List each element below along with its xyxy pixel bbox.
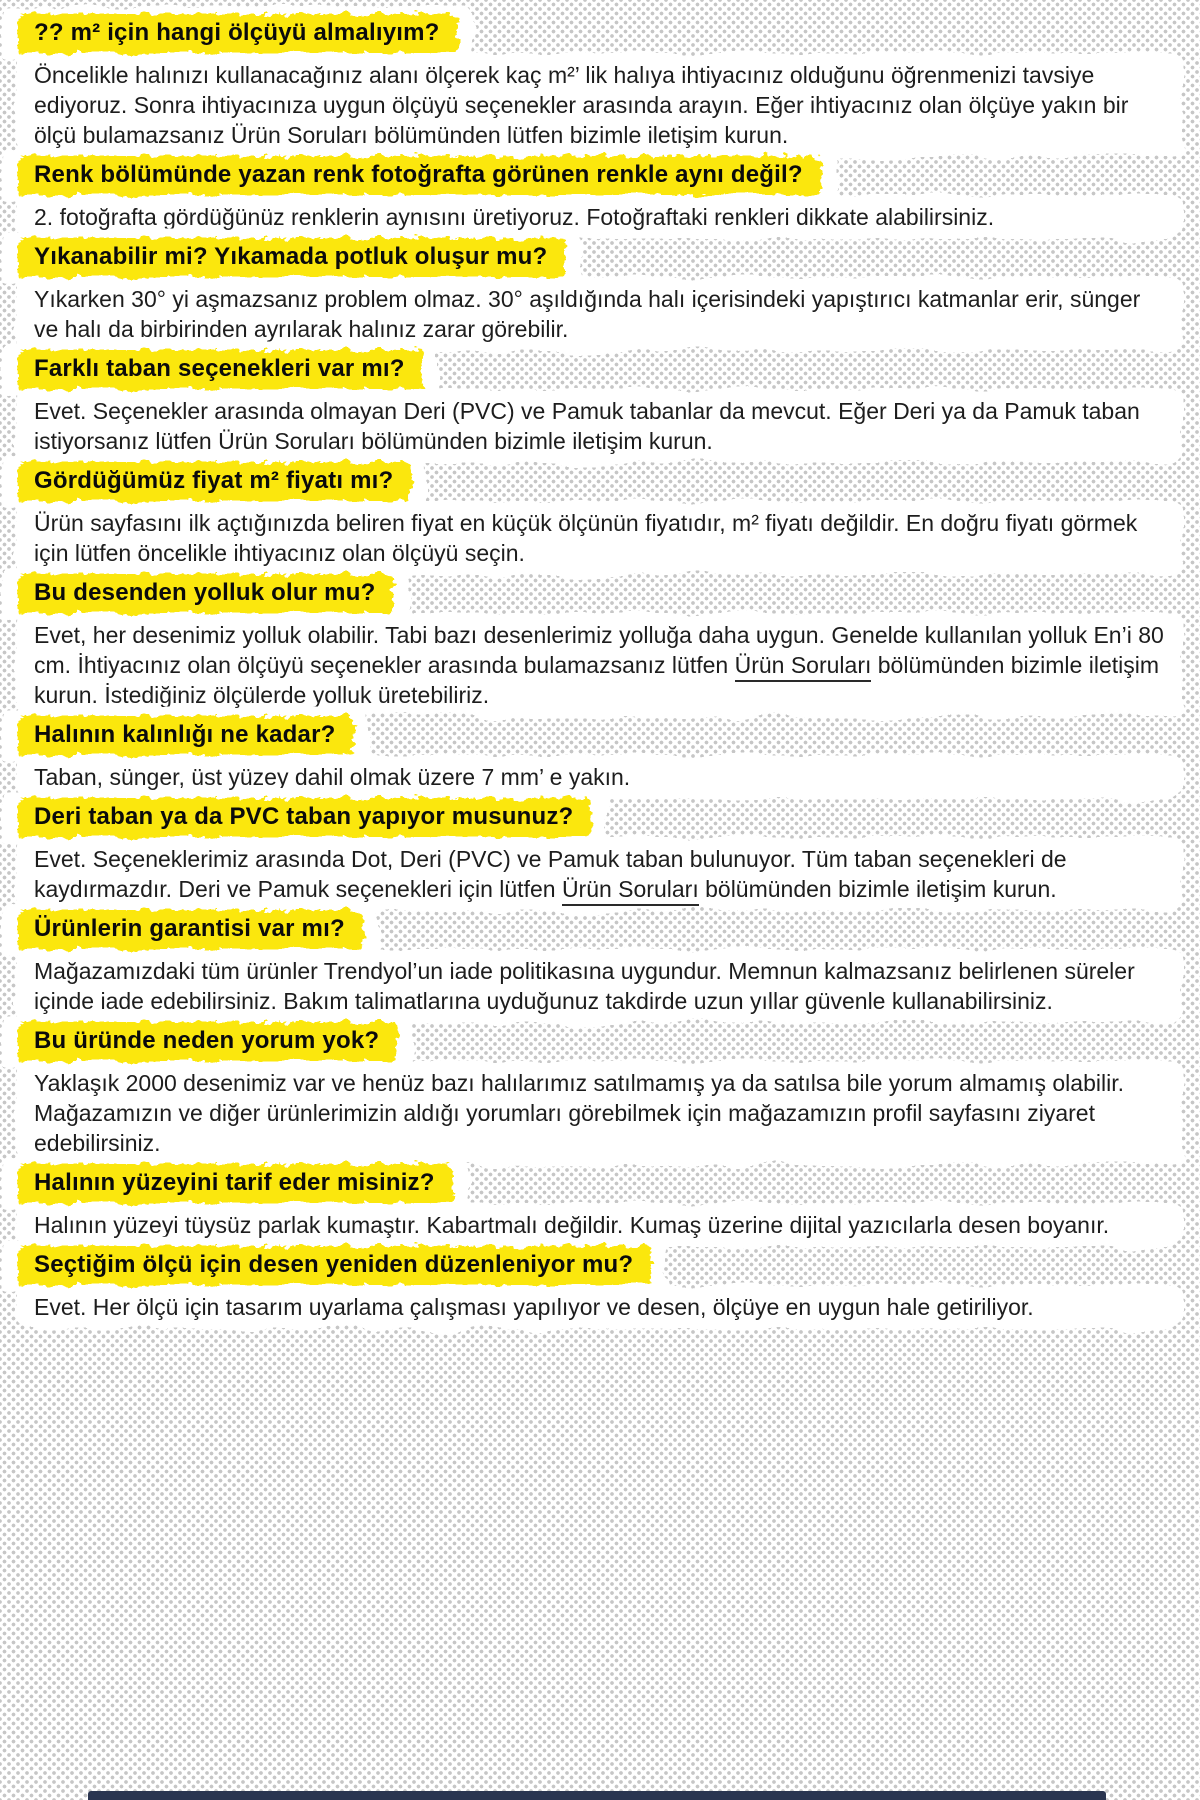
question-text: Bu üründe neden yorum yok? xyxy=(34,1027,380,1054)
underlined-phrase: Ürün Soruları xyxy=(562,876,699,906)
question-text: Seçtiğim ölçü için desen yeniden düzenleniyor mu? xyxy=(34,1251,634,1278)
question-highlight xyxy=(18,1164,453,1204)
underlined-phrase: Ürün Soruları xyxy=(735,652,872,682)
faq-item xyxy=(34,1164,1166,1240)
question-text: Renk bölümünde yazan renk fotoğrafta görünen renkle aynı değil? xyxy=(34,161,803,188)
question-text: Halının yüzeyini tarif eder misiniz? xyxy=(34,1169,435,1196)
question-text: Farklı taban seçenekleri var mı? xyxy=(34,355,405,382)
faq-answer: Evet, her desenimiz yolluk olabilir. Tabi bazı desenlerimiz yolluğa daha uygun. Genelde kullanılan yolluk En’i 80 cm. İhtiyacınız olan ölçüyü seçenekler arasında bulamazsanız lütfen Ürün Soruları bölümünden bizimle iletişim kurun. İstediğiniz ölçülerde yolluk üretebiliriz. xyxy=(34,620,1166,710)
faq-question xyxy=(18,14,1166,54)
faq-item xyxy=(34,350,1166,456)
faq-item xyxy=(34,910,1166,1016)
question-highlight xyxy=(18,910,363,950)
faq-question xyxy=(18,1022,1166,1062)
faq-question xyxy=(18,462,1166,502)
question-text: ?? m² için hangi ölçüyü almalıyım? xyxy=(34,19,440,46)
question-text: Ürünlerin garantisi var mı? xyxy=(34,915,345,942)
faq-item xyxy=(34,462,1166,568)
faq-answer: 2. fotoğrafta gördüğünüz renklerin aynısını üretiyoruz. Fotoğraftaki renkleri dikkate alabilirsiniz. xyxy=(34,202,1166,232)
question-highlight xyxy=(18,1246,651,1286)
faq-item xyxy=(34,716,1166,792)
question-highlight xyxy=(18,238,565,278)
faq-answer: Öncelikle halınızı kullanacağınız alanı ölçerek kaç m²’ lik halıya ihtiyacınız olduğunu öğrenmenizi tavsiye ediyoruz. Sonra ihtiyacınıza uygun ölçüyü seçenekler arasında arayın. Eğer ihtiyacınız olan ölçüye yakın bir ölçü bulamazsanız Ürün Soruları bölümünden lütfen bizimle iletişim kurun. xyxy=(34,60,1166,150)
faq-item xyxy=(34,1246,1166,1322)
question-text: Bu desenden yolluk olur mu? xyxy=(34,579,376,606)
faq-answer: Yıkarken 30° yi aşmazsanız problem olmaz. 30° aşıldığında halı içerisindeki yapıştırıcı katmanlar erir, sünger ve halı da birbirinden ayrılarak halınız zarar görebilir. xyxy=(34,284,1166,344)
faq-question xyxy=(18,238,1166,278)
faq-answer: Halının yüzeyi tüysüz parlak kumaştır. Kabartmalı değildir. Kumaş üzerine dijital yazıcılarla desen boyanır. xyxy=(34,1210,1166,1240)
faq-question xyxy=(18,350,1166,390)
underlined-phrase: 7 mm xyxy=(481,764,539,794)
faq-question xyxy=(18,716,1166,756)
faq-question xyxy=(18,1164,1166,1204)
question-highlight xyxy=(18,1022,397,1062)
faq-answer: Taban, sünger, üst yüzey dahil olmak üzere 7 mm’ e yakın. xyxy=(34,762,1166,792)
question-highlight xyxy=(18,462,411,502)
faq-answer: Mağazamızdaki tüm ürünler Trendyol’un iade politikasına uygundur. Memnun kalmazsanız belirlenen süreler içinde iade edebilirsiniz. Bakım talimatlarına uyduğunuz takdirde uzun yıllar güvenle kullanabilirsiniz. xyxy=(34,956,1166,1016)
faq-question xyxy=(18,798,1166,838)
question-text: Deri taban ya da PVC taban yapıyor musunuz? xyxy=(34,803,574,830)
faq-item xyxy=(34,574,1166,710)
faq-question xyxy=(18,156,1166,196)
footer-bar xyxy=(88,1791,1106,1800)
faq-answer: Ürün sayfasını ilk açtığınızda beliren fiyat en küçük ölçünün fiyatıdır, m² fiyatı değildir. En doğru fiyatı görmek için lütfen öncelikle ihtiyacınız olan ölçüyü seçin. xyxy=(34,508,1166,568)
faq-answer: Yaklaşık 2000 desenimiz var ve henüz bazı halılarımız satılmamış ya da satılsa bile yorum almamış olabilir. Mağazamızın ve diğer ürünlerimizin aldığı yorumları görebilmek için mağazamızın profil sayfasını ziyaret edebilirsiniz. xyxy=(34,1068,1166,1158)
faq-question xyxy=(18,910,1166,950)
faq-item xyxy=(34,14,1166,150)
faq-question xyxy=(18,1246,1166,1286)
faq-item xyxy=(34,798,1166,904)
question-highlight xyxy=(18,14,458,54)
faq-answer: Evet. Seçeneklerimiz arasında Dot, Deri (PVC) ve Pamuk taban bulunuyor. Tüm taban seçenekleri de kaydırmazdır. Deri ve Pamuk seçenekleri için lütfen Ürün Soruları bölümünden bizimle iletişim kurun. xyxy=(34,844,1166,904)
question-text: Gördüğümüz fiyat m² fiyatı mı? xyxy=(34,467,394,494)
faq-answer: Evet. Her ölçü için tasarım uyarlama çalışması yapılıyor ve desen, ölçüye en uygun hale getiriliyor. xyxy=(34,1292,1166,1322)
faq-item xyxy=(34,1022,1166,1158)
question-highlight xyxy=(18,350,423,390)
question-highlight xyxy=(18,716,353,756)
faq-question xyxy=(18,574,1166,614)
question-text: Yıkanabilir mi? Yıkamada potluk oluşur mu? xyxy=(34,243,548,270)
faq-item xyxy=(34,238,1166,344)
faq-answer: Evet. Seçenekler arasında olmayan Deri (PVC) ve Pamuk tabanlar da mevcut. Eğer Deri ya da Pamuk taban istiyorsanız lütfen Ürün Soruları bölümünden bizimle iletişim kurun. xyxy=(34,396,1166,456)
faq-item xyxy=(34,156,1166,232)
underlined-phrase: Ürün Soruları xyxy=(231,122,368,152)
question-highlight xyxy=(18,156,821,196)
question-highlight xyxy=(18,574,393,614)
question-highlight xyxy=(18,798,591,838)
question-text: Halının kalınlığı ne kadar? xyxy=(34,721,336,748)
